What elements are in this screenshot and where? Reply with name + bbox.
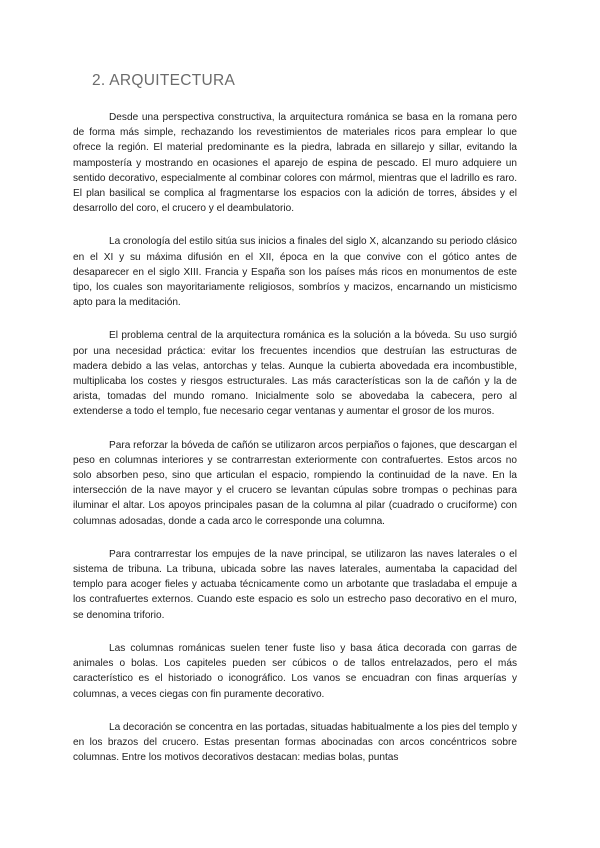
paragraph-chronology: La cronología del estilo sitúa sus inicios a finales del siglo X, alcanzando su periodo clásico en el XI y su máxima difusión en el XII, época en la que convive con el gótico antes de desaparecer en el siglo XIII. Francia y España son los países más ricos en monumentos de este tipo, los cuales son mayoritariamente religiosos, sombríos y macizos, encarnando un misticismo apto para la meditación. (73, 236, 517, 309)
paragraph-vault-problem: El problema central de la arquitectura románica es la solución a la bóveda. Su uso surgió por una necesidad práctica: evitar los frecuentes incendios que destruían las estructuras de madera debido a las velas, antorchas y telas. Aunque la cubierta abovedada era incombustible, multiplicaba los costes y riesgos estructurales. Las más características son la de cañón y la de arista, tomadas del mundo romano. Inicialmente solo se abovedaba la cabecera, pero al extenderse a todo el templo, fue necesario cegar ventanas y aumentar el grosor de los muros. (73, 330, 517, 418)
section-heading: 2. ARQUITECTURA (92, 72, 236, 89)
paragraph-construction: Desde una perspectiva constructiva, la arquitectura románica se basa en la romana pero de forma más simple, rechazando los revestimientos de materiales ricos para emplear lo que ofrece la región. El material predominante es la piedra, labrada en sillarejo y sillar, evitando la mampostería y mostrando en ocasiones el aparejo de espina de pescado. El muro adquiere un sentido decorativo, especialmente al combinar colores con mármol, mientras que el ladrillo es raro. El plan basilical se complica al fragmentarse los espacios con la adición de torres, ábsides y el desarrollo del coro, el crucero y el deambulatorio. (73, 112, 517, 215)
paragraph-columns: Las columnas románicas suelen tener fuste liso y basa ática decorada con garras de animales o bolas. Los capiteles pueden ser cúbicos o de tallos entrelazados, pero el más característico es el historiado o iconográfico. Los vanos se encuadran con finas arquerías y columnas, a veces ciegas con fin puramente decorativo. (73, 642, 517, 700)
paragraph-vault-reinforcement: Para reforzar la bóveda de cañón se utilizaron arcos perpiaños o fajones, que descargan el peso en columnas interiores y se contrarrestan exteriormente con contrafuertes. Estos arcos no solo absorben peso, sino que articulan el espacio, rompiendo la continuidad de la nave. En la intersección de la nave mayor y el crucero se levantan cúpulas sobre trompas o pechinas para iluminar el altar. Los apoyos principales pasan de la columna al pilar (cuadrado o cruciforme) con columnas adosadas, donde a cada arco le corresponde una columna. (73, 439, 517, 527)
document-body (73, 110, 517, 765)
paragraph-decoration: La decoración se concentra en las portadas, situadas habitualmente a los pies del templo y en los brazos del crucero. Estas presentan formas abocinadas con arcos concéntricos sobre columnas. Entre los motivos decorativos destacan: medias bolas, puntas (73, 721, 517, 764)
paragraph-lateral-naves: Para contrarrestar los empujes de la nave principal, se utilizaron las naves laterales o el sistema de tribuna. La tribuna, ubicada sobre las naves laterales, aumentaba la capacidad del templo para acoger fieles y actuaba técnicamente como un arbotante que trasladaba el empuje a los contrafuertes externos. Cuando este espacio es solo un estrecho paso decorativo en el muro, se denomina triforio. (73, 548, 517, 621)
